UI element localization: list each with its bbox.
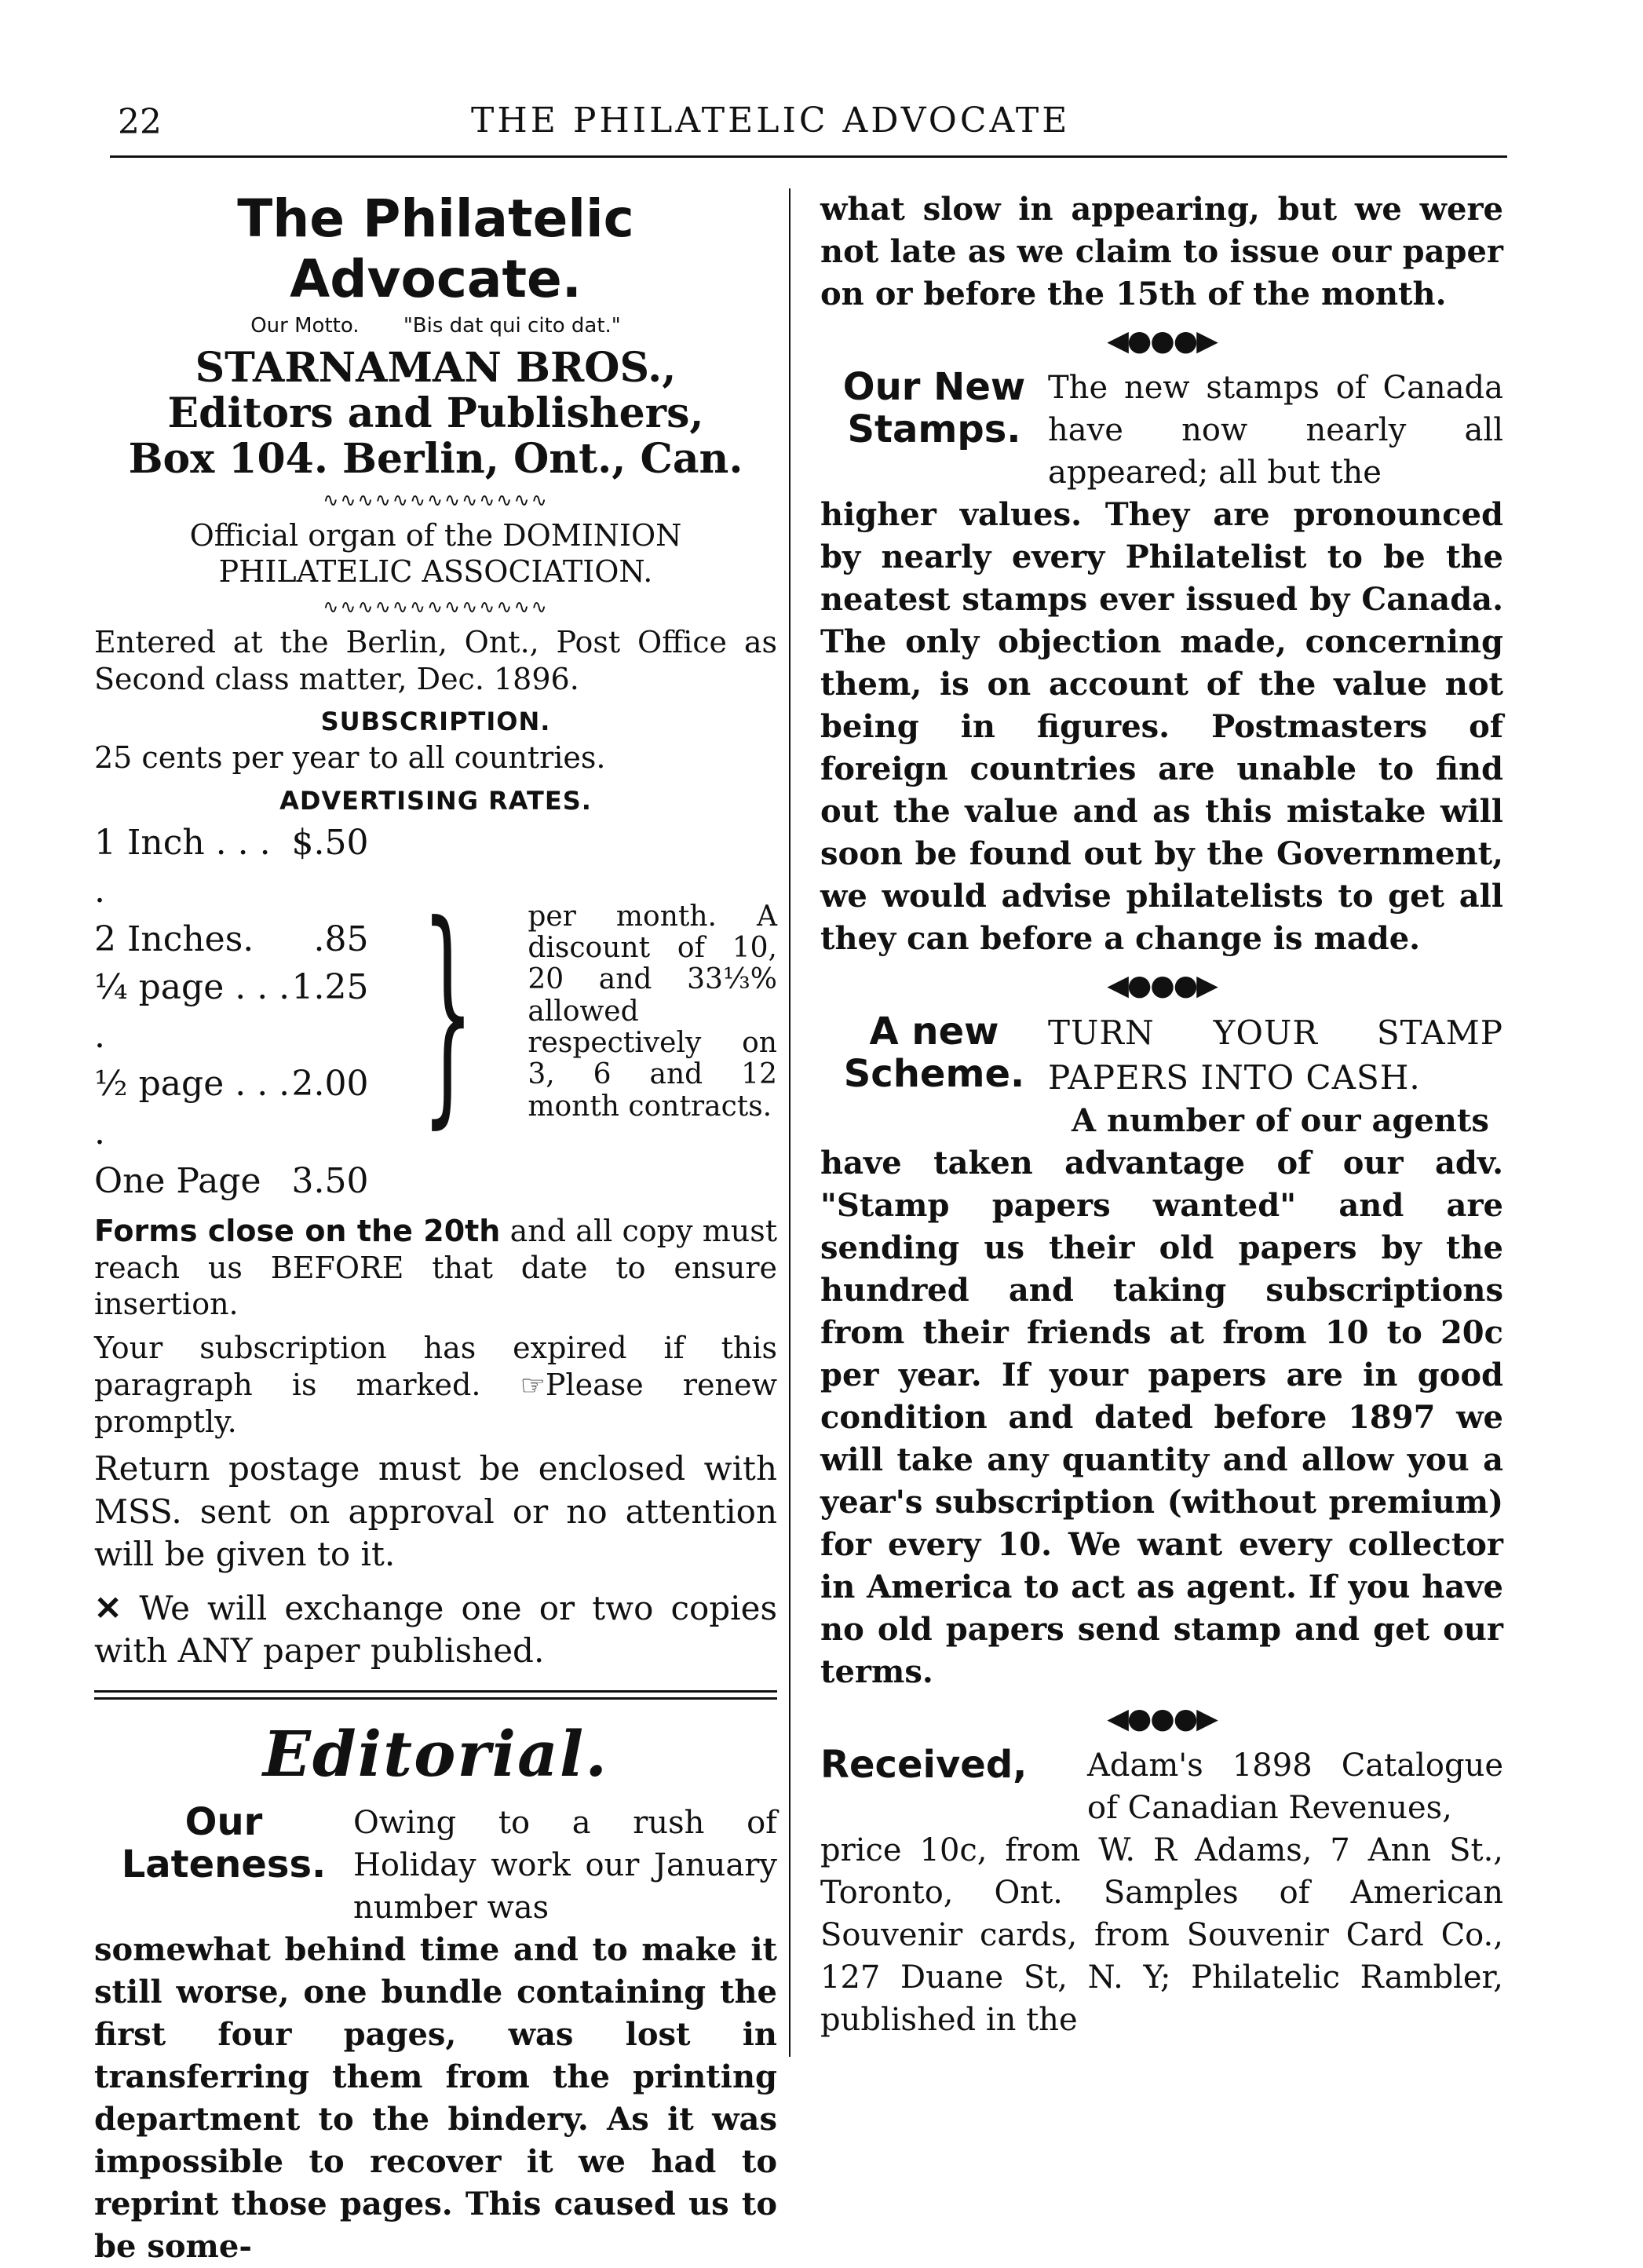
expired-notice [94,1330,777,1440]
running-head: THE PHILATELIC ADVOCATE [471,100,1071,141]
advertising-heading: ADVERTISING RATES. [279,785,592,816]
article-heading: Our New Stamps. [842,365,1026,451]
header-rule [110,155,1507,158]
article-body: price 10c, from W. R Adams, 7 Ann St., Toronto, Ont. Samples of American Souvenir cards, from Souvenir Card Co., 127 Duane St, N. Y; Philatelic Rambler, published in the [820,1832,1503,2039]
article-intro: Adam's 1898 Catalogue of Canadian Revenues, [1087,1748,1503,1827]
expired-text: Your subscription has expired if this paragraph is marked. [94,1331,777,1402]
rates-table [94,819,777,1206]
article-new-stamps [820,367,1503,494]
page-number: 22 [118,102,162,142]
rate-row [94,1060,368,1156]
rate-size: ½ page . . . . [94,1064,290,1153]
left-column [94,188,777,2268]
return-postage-notice: Return postage must be enclosed with MSS. sent on approval or no attention will be given to it. [94,1448,777,1574]
article-body: have taken advantage of our adv. "Stamp papers wanted" and are sending us their old papers by the hundred and taking subscriptions from their friends at from 10 to 20c per year. If your papers are in good condition and dated before 1897 we will take any quantity and allow you a year's subscription (without premium) for every 10. We want every collector in America to act as agent. If you have no old papers send stamp and get our terms. [820,1145,1503,1691]
motto-text: "Bis dat qui cito dat." [403,314,621,338]
rate-size: 1 Inch . . . . [94,822,271,911]
subscription-heading: SUBSCRIPTION. [320,707,551,737]
right-column [820,188,1503,2041]
official-organ: Official organ of the DOMINION PHILATELIC ASSOCIATION. [189,517,682,590]
article-body: somewhat behind time and to make it still worse, one bundle containing the first four pages, was lost in transferring them from the printing department to the bindery. As it was impossible to recover it we had to reprint those pages. This caused us to be some- [94,1930,777,2265]
rate-price: $.50 [291,822,369,863]
entered-notice: Entered at the Berlin, Ont., Post Office as Second class matter, Dec. 1896. [94,625,777,696]
masthead-title: The Philatelic Advocate. [237,188,634,309]
article-lateness [94,1799,777,1929]
column-rule [789,188,790,2057]
rate-size: 2 Inches. [94,919,254,959]
cross-mark-icon: ✕ [94,1588,122,1627]
publisher-line-3: Box 104. Berlin, Ont., Can. [128,435,743,484]
article-body: higher values. They are pronounced by nearly every Philatelist to be the neatest stamps ever issued by Canada. The only objection made, concerning them, is on account of the value not being in figures. Postmasters of foreign countries are unable to find out the value and as this mistake will soon be found out by the Government, we would advise philatelists to get all they can before a change is made. [820,496,1503,957]
publisher-line-1: STARNAMAN BROS., [195,344,677,392]
rates-note: per month. A discount of 10, 20 and 33⅓% allowed respectively on 3, 6 and 12 month contracts. [528,900,777,1123]
rate-price: 1.25 [291,967,369,1008]
article-intro: The new stamps of Canada have now nearly all appeared; all but the [1048,370,1503,491]
ornament-divider: ◀●●●▶ [1107,325,1217,357]
rates-rows [94,819,368,1206]
article-intro: Owing to a rush of Holiday work our January number was [353,1804,777,1926]
rate-price: 3.50 [291,1160,369,1201]
rate-row [94,1157,368,1206]
exchange-text: We will exchange one or two copies with ANY paper published. [94,1588,777,1671]
article-new-scheme [820,1011,1503,1100]
article-heading: Our Lateness. [121,1799,327,1886]
rate-row [94,819,368,915]
squiggle-divider: ∿∿∿∿∿∿∿∿∿∿∿∿∿ [323,596,549,619]
motto [94,314,777,338]
pointing-hand-icon: ☞ [520,1369,546,1402]
rate-size: One Page [94,1160,261,1201]
ornament-divider: ◀●●●▶ [1107,1703,1217,1736]
article-received [820,1744,1503,1829]
forms-notice [94,1213,777,1322]
rate-price: 2.00 [291,1064,369,1105]
ornament-divider: ◀●●●▶ [1107,970,1217,1002]
rate-row [94,963,368,1060]
publisher-line-2: Editors and Publishers, [167,389,704,438]
rate-size: ¼ page . . . . [94,967,290,1056]
article-intro-2: A number of our agents [1072,1102,1489,1140]
rate-price: .85 [313,919,369,959]
rate-row [94,915,368,964]
editorial-heading: Editorial. [262,1716,609,1791]
article-heading: A new Scheme. [843,1010,1025,1096]
motto-label: Our Motto. [250,314,360,338]
exchange-notice [94,1587,777,1673]
forms-bold: Forms close on the 20th [94,1214,501,1249]
forms-rest: and all copy must reach us BEFORE that date to ensure insertion. [94,1214,777,1321]
article-intro: TURN YOUR STAMP PAPERS INTO CASH. [1048,1013,1503,1097]
article-heading: Received, [820,1743,1028,1788]
section-double-rule [94,1690,777,1700]
renew-text: Please renew promptly. [94,1367,777,1439]
continuation-text: what slow in appearing, but we were not late as we claim to issue our paper on or before the 15th of the month. [820,191,1503,312]
squiggle-divider: ∿∿∿∿∿∿∿∿∿∿∿∿∿ [323,488,549,511]
brace-icon: } [422,874,475,1149]
subscription-text: 25 cents per year to all countries. [94,740,606,776]
